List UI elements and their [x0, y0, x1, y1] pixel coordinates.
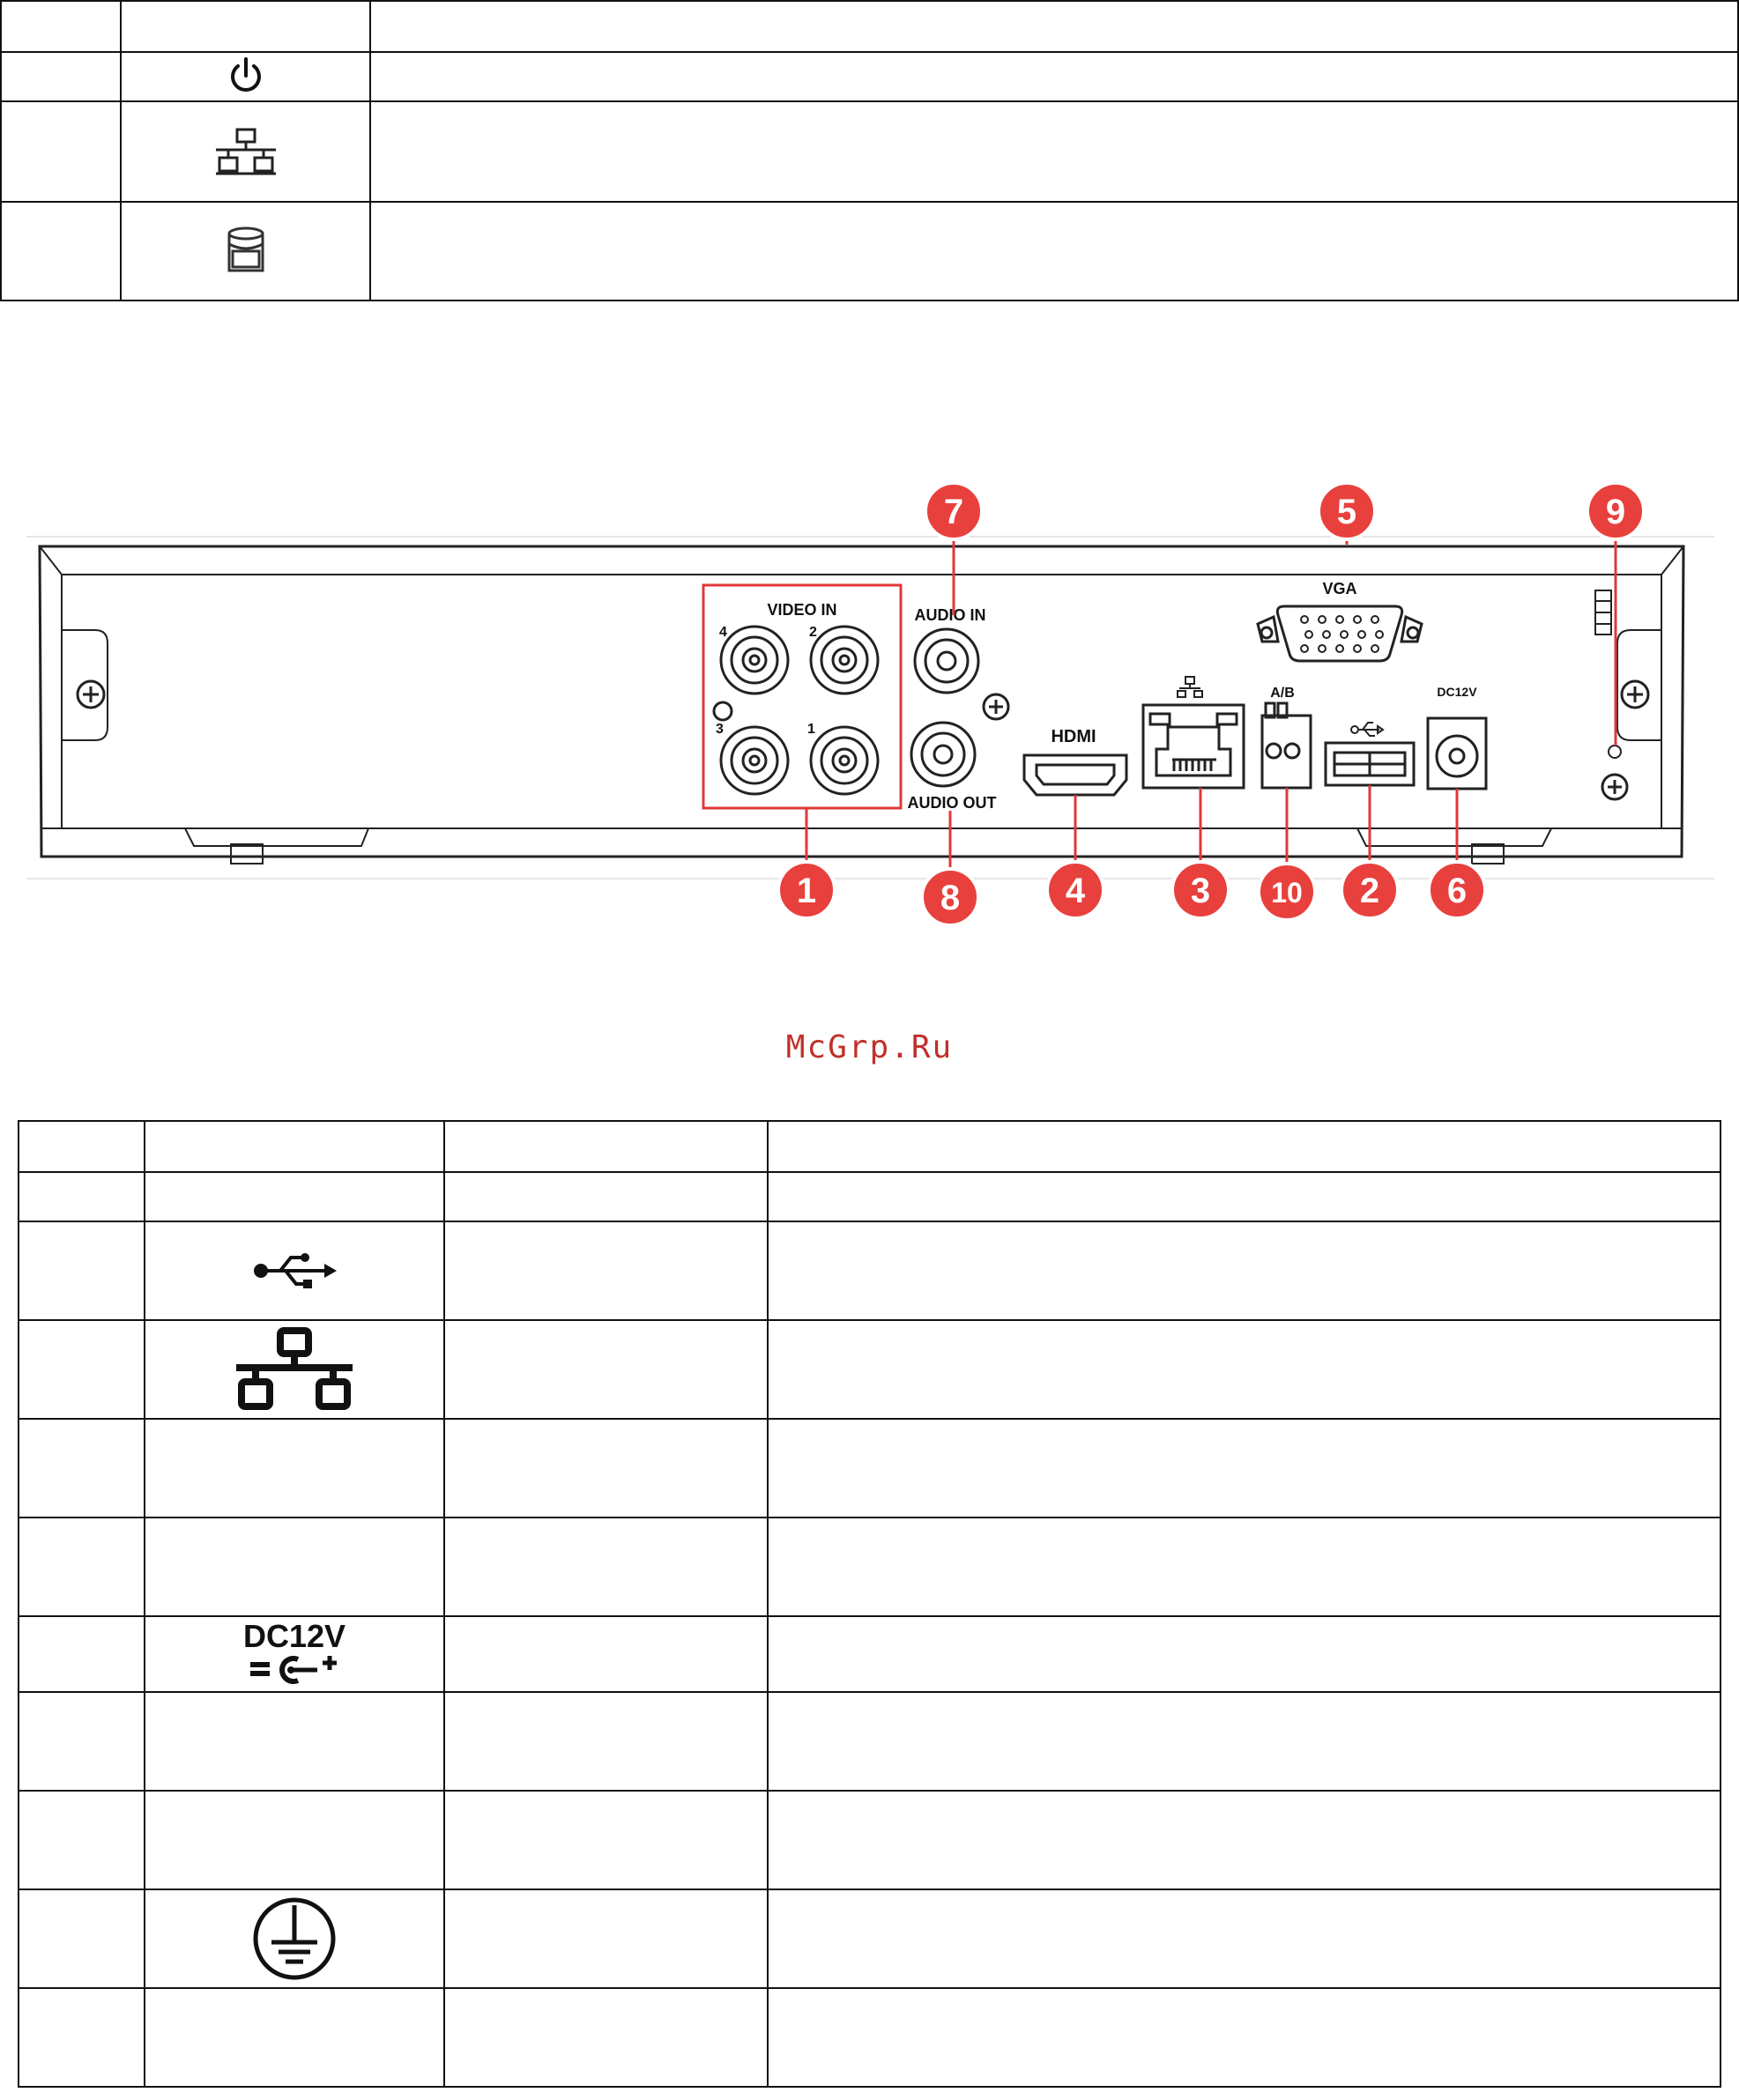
- svg-text:9: 9: [1605, 493, 1626, 531]
- table-row: [19, 1791, 1720, 1889]
- audio-out-label: AUDIO OUT: [907, 794, 997, 812]
- table-row: [19, 1889, 1720, 1988]
- ground-icon: [145, 1895, 443, 1983]
- callout-2: [1341, 862, 1398, 918]
- video-in-label: VIDEO IN: [767, 601, 837, 619]
- callout-10: [1259, 864, 1315, 920]
- ab-label: A/B: [1270, 686, 1295, 701]
- callout-8: [922, 869, 978, 925]
- vga-label: VGA: [1322, 580, 1357, 597]
- svg-text:10: 10: [1271, 877, 1303, 909]
- front-panel-table: [0, 0, 1739, 301]
- rear-panel-diagram: [26, 476, 1714, 934]
- callout-6: [1429, 862, 1485, 918]
- hdd-icon: [122, 225, 369, 278]
- watermark: McGrp.Ru: [785, 1029, 954, 1065]
- callout-9: [1587, 483, 1644, 539]
- svg-text:8: 8: [940, 879, 961, 917]
- table-row: [19, 1517, 1720, 1616]
- table-row: [19, 1419, 1720, 1517]
- callout-4: [1047, 862, 1104, 918]
- dc12v-icon-text: DC12V: [242, 1619, 346, 1654]
- table-row: [19, 1616, 1720, 1692]
- svg-text:6: 6: [1446, 872, 1468, 910]
- table-row: [19, 1692, 1720, 1791]
- usb-icon: [145, 1249, 443, 1293]
- rear-panel-table: [18, 1120, 1721, 2088]
- table-row: [19, 1121, 1720, 1172]
- channel-3-label: 3: [716, 722, 724, 737]
- table-row: [1, 1, 1738, 52]
- hdmi-label: HDMI: [1051, 727, 1096, 746]
- svg-text:4: 4: [1065, 872, 1086, 910]
- dc12v-label: DC12V: [1437, 685, 1477, 699]
- table-row: [19, 1172, 1720, 1221]
- channel-4-label: 4: [719, 625, 727, 640]
- svg-text:1: 1: [796, 872, 817, 910]
- table-row: [1, 202, 1738, 301]
- chassis: [40, 546, 1683, 864]
- channel-1-label: 1: [807, 722, 815, 737]
- channel-2-label: 2: [809, 625, 817, 640]
- svg-text:3: 3: [1190, 872, 1211, 910]
- callout-1: [778, 862, 835, 918]
- dc12v-icon: [145, 1619, 443, 1689]
- table-row: [19, 1221, 1720, 1320]
- table-row: [19, 1988, 1720, 2087]
- callout-7: [925, 483, 982, 539]
- network-icon: [122, 127, 369, 176]
- callout-5: [1319, 483, 1375, 539]
- callout-3: [1172, 862, 1229, 918]
- svg-text:5: 5: [1336, 493, 1357, 531]
- network-icon: [145, 1327, 443, 1412]
- table-row: [1, 101, 1738, 202]
- svg-text:7: 7: [943, 493, 964, 531]
- power-icon: [122, 55, 369, 99]
- table-row: [1, 52, 1738, 101]
- svg-text:2: 2: [1359, 872, 1380, 910]
- table-row: [19, 1320, 1720, 1419]
- audio-in-label: AUDIO IN: [914, 606, 986, 624]
